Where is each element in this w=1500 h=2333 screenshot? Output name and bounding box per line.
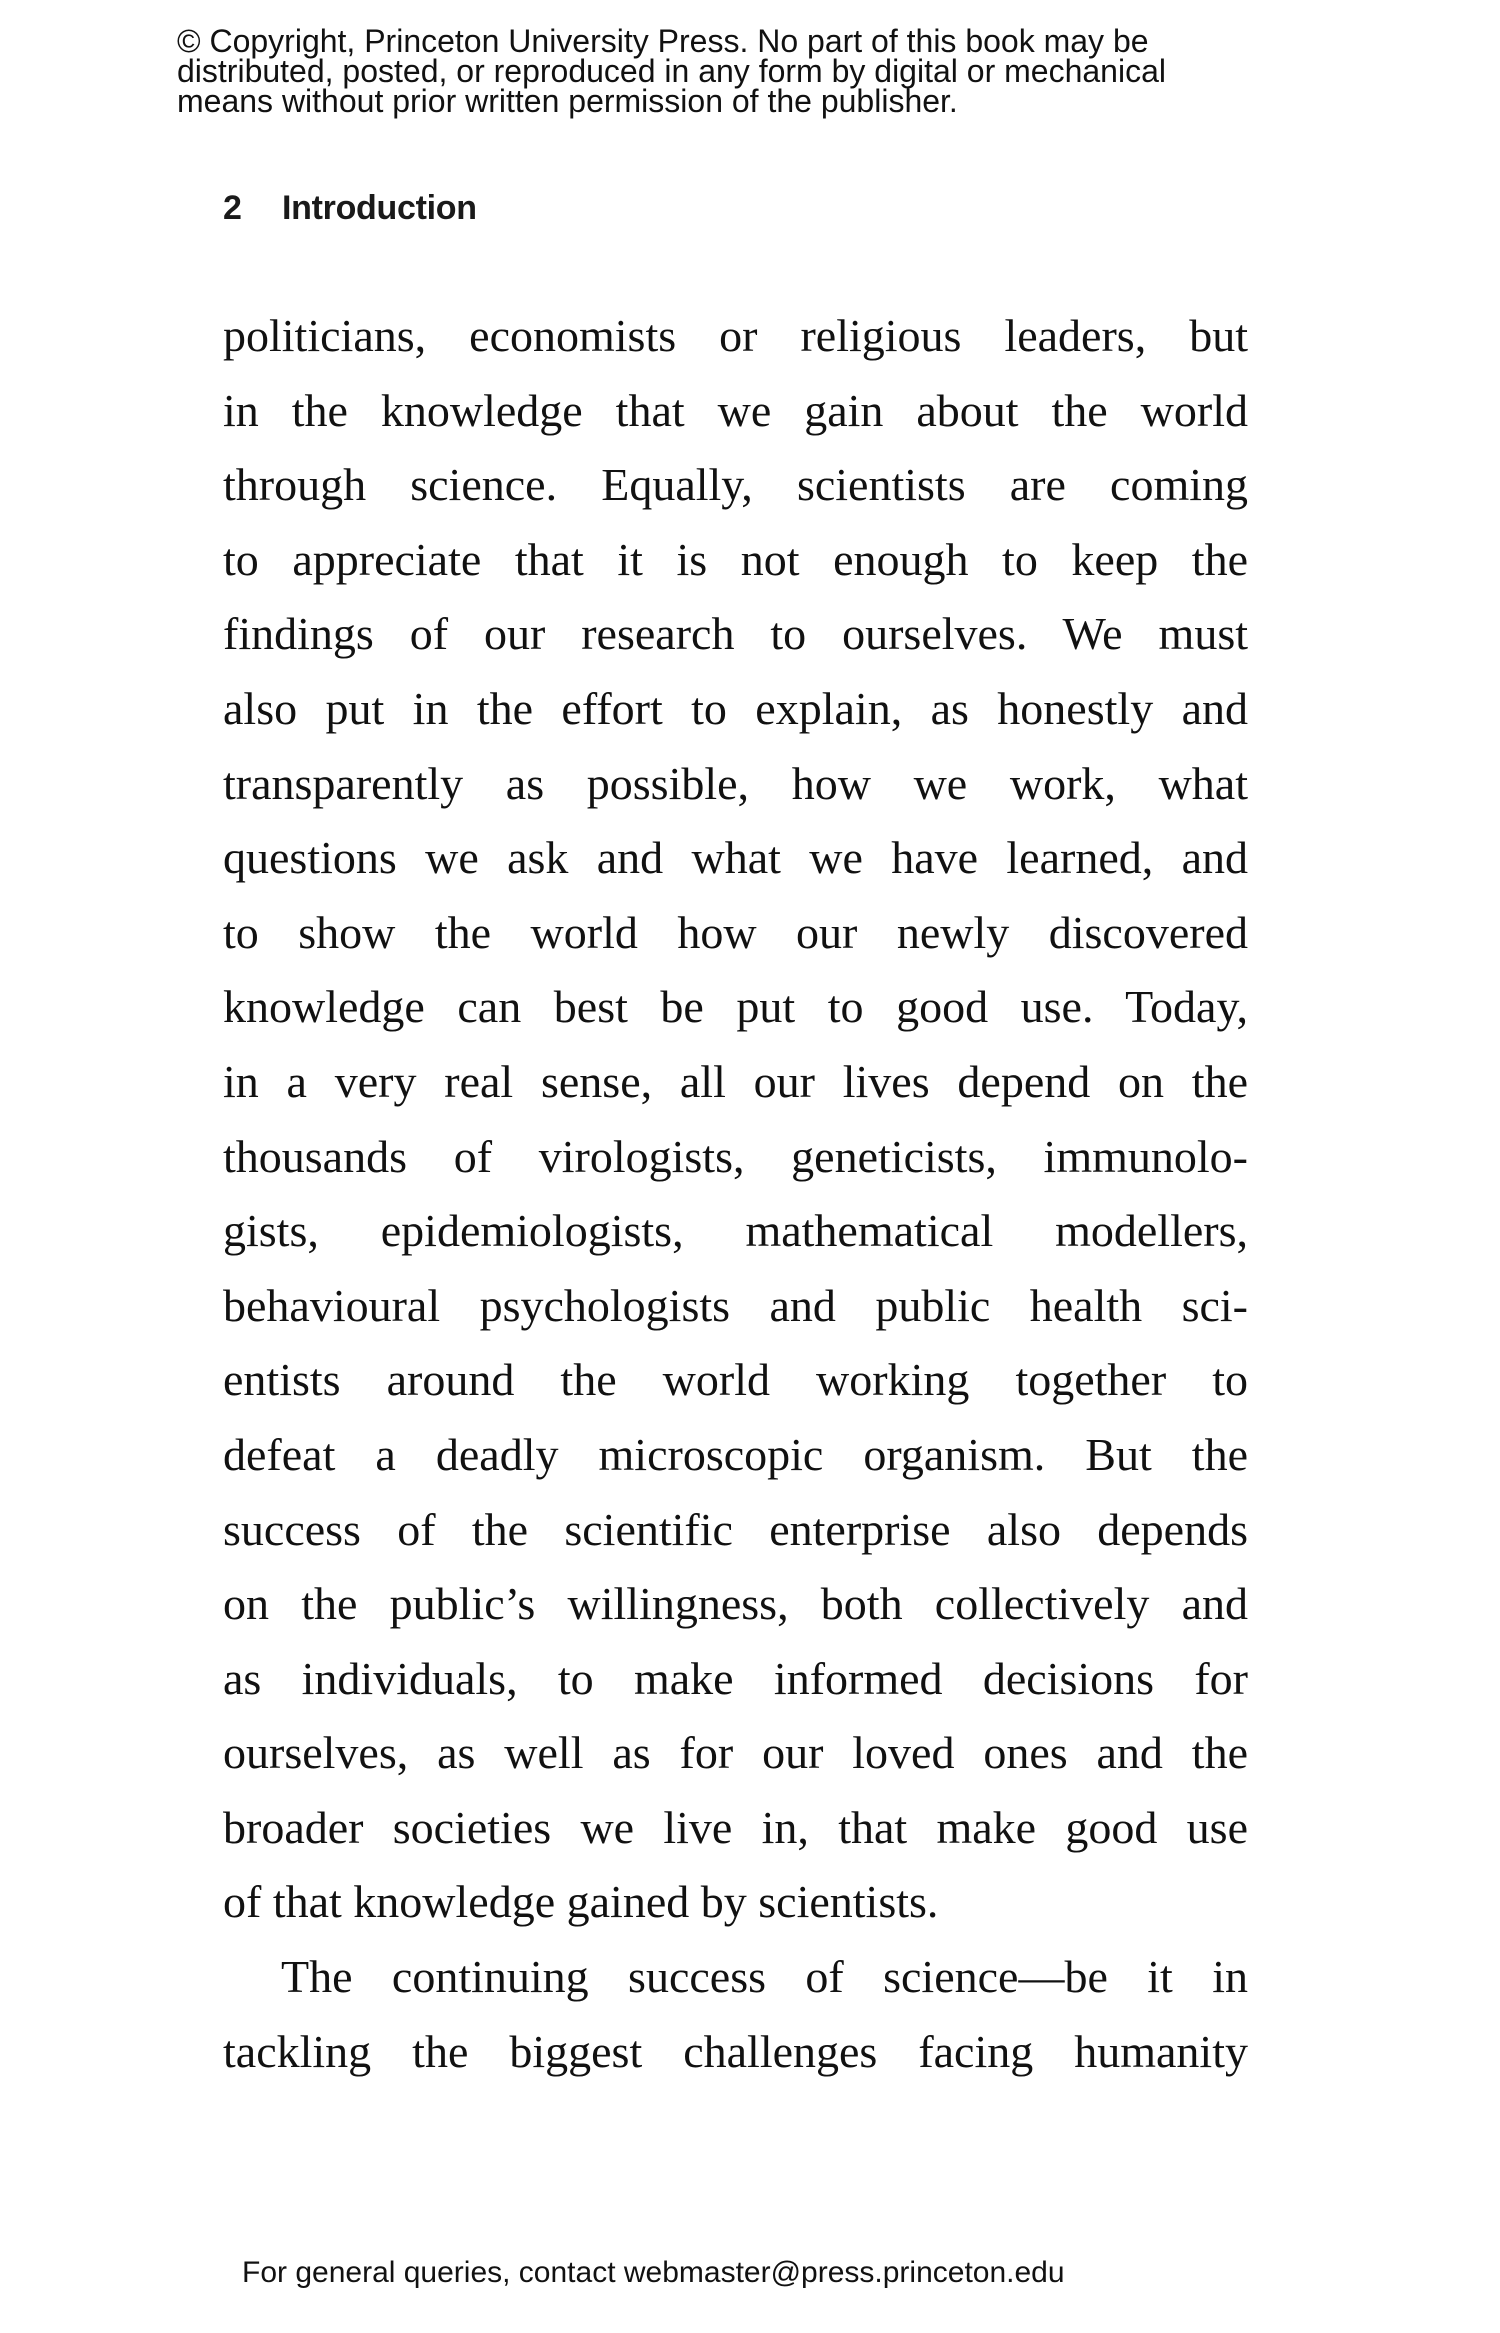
text-line: broader societies we live in, that make good use [223, 1801, 1248, 1853]
text-line: through science. Equally, scientists are coming [223, 459, 1248, 511]
text-line: thousands of virologists, geneticists, immunolo- [223, 1130, 1248, 1182]
copyright-line: means without prior written permission of the publisher. [177, 83, 958, 119]
text-line: in the knowledge that we gain about the world [223, 384, 1248, 436]
text-line: ourselves, as well as for our loved ones and the [223, 1727, 1248, 1779]
text-line: to appreciate that it is not enough to keep the [223, 533, 1248, 585]
running-head [223, 188, 477, 228]
body-text [223, 299, 1248, 2089]
text-line: defeat a deadly microscopic organism. But the [223, 1428, 1248, 1480]
text-line-paragraph-start: The continuing success of science—be it in [281, 1951, 1248, 2003]
chapter-title: Introduction [282, 189, 477, 227]
text-line: gists, epidemiologists, mathematical modellers, [223, 1205, 1248, 1257]
text-line-paragraph-end: of that knowledge gained by scientists. [223, 1876, 939, 1928]
copyright-notice [177, 23, 1166, 119]
text-line: as individuals, to make informed decisions for [223, 1652, 1248, 1704]
text-line: politicians, economists or religious leaders, but [223, 310, 1248, 361]
copyright-line: distributed, posted, or reproduced in any form by digital or mechanical [177, 53, 1166, 89]
text-line: in a very real sense, all our lives depend on the [223, 1055, 1248, 1107]
text-line: questions we ask and what we have learned, and [223, 832, 1248, 884]
text-line: also put in the effort to explain, as honestly and [223, 682, 1248, 734]
copyright-line: © Copyright, Princeton University Press. No part of this book may be [177, 23, 1149, 59]
text-line: findings of our research to ourselves. We must [223, 608, 1248, 660]
text-line: success of the scientific enterprise also depends [223, 1503, 1248, 1555]
text-line: tackling the biggest challenges facing humanity [223, 2025, 1248, 2077]
text-line: knowledge can best be put to good use. Today, [223, 981, 1248, 1033]
text-line: entists around the world working together to [223, 1354, 1248, 1406]
footer-contact: For general queries, contact webmaster@press.princeton.edu [242, 2256, 1065, 2289]
text-line: transparently as possible, how we work, what [223, 757, 1248, 809]
text-line: on the public’s willingness, both collectively and [223, 1578, 1248, 1630]
text-line: behavioural psychologists and public health sci- [223, 1279, 1248, 1331]
text-line: to show the world how our newly discovered [223, 906, 1248, 958]
page-number: 2 [223, 189, 242, 227]
